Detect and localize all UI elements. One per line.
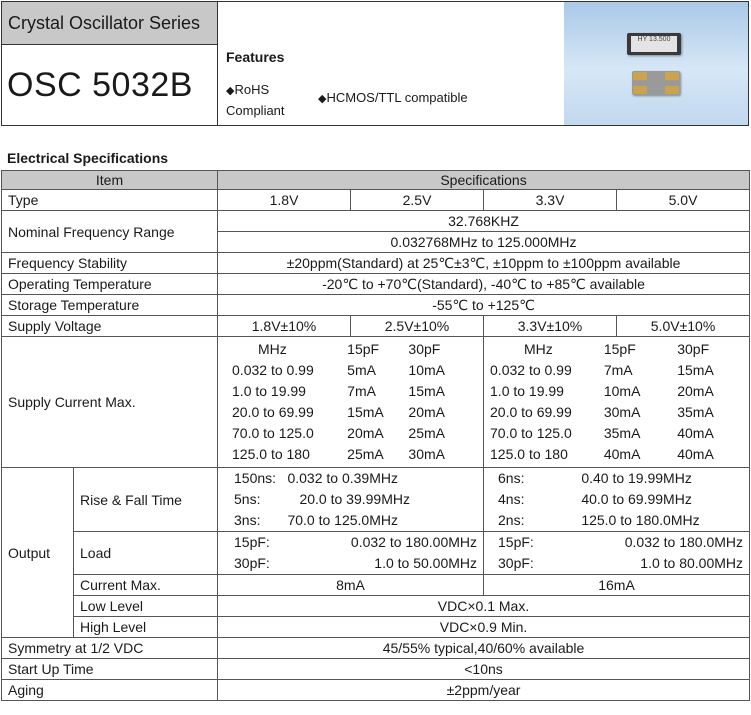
table-row — [2, 190, 750, 211]
current-cell: 30mA — [408, 446, 445, 462]
current-cell: 15mA — [677, 362, 714, 378]
high-level-value: VDC×0.9 Min. — [218, 617, 750, 638]
table-row — [498, 468, 743, 489]
current-cell: 70.0 to 125.0 — [232, 425, 314, 441]
rise-left — [218, 468, 484, 532]
table-row — [2, 295, 750, 316]
table-row — [2, 617, 750, 638]
current-cell: 0.032 to 0.99 — [232, 362, 314, 378]
supply-v-value: 2.5V±10% — [351, 316, 484, 337]
features-title: Features — [226, 49, 285, 65]
table-row — [234, 489, 477, 510]
rise-cell: 3ns: — [234, 512, 261, 528]
table-row — [498, 489, 743, 510]
table-row — [2, 659, 750, 680]
table-row — [232, 402, 477, 423]
load-cell: 1.0 to 50.00MHz — [374, 555, 478, 571]
current-cell: 15pF — [603, 341, 636, 357]
table-row — [232, 360, 477, 381]
current-cell: 20mA — [347, 425, 384, 441]
feature-hcmos — [318, 90, 468, 105]
table-row — [234, 553, 477, 574]
table-row — [232, 339, 477, 360]
load-cell: 1.0 to 80.00MHz — [640, 555, 744, 571]
table-row — [234, 532, 477, 553]
table-row — [498, 532, 743, 553]
current-cell: 15pF — [347, 341, 380, 357]
op-temp-value: -20℃ to +70℃(Standard), -40℃ to +85℃ available — [218, 274, 750, 295]
current-cell: MHz — [258, 341, 287, 357]
series-title: Crystal Oscillator Series — [2, 2, 218, 45]
load-cell: 0.032 to 180.0MHz — [624, 534, 744, 550]
table-row — [2, 211, 750, 232]
rise-cell: 40.0 to 69.99MHz — [581, 491, 692, 507]
current-cell: 20.0 to 69.99 — [232, 404, 314, 420]
table-row — [234, 510, 477, 531]
current-cell: 70.0 to 125.0 — [490, 425, 572, 441]
load-cell: 30pF: — [234, 555, 270, 571]
high-level-label: High Level — [74, 617, 218, 638]
table-row — [2, 468, 750, 532]
table-row — [2, 596, 750, 617]
rise-right — [484, 468, 750, 532]
table-row — [2, 274, 750, 295]
table-row — [2, 316, 750, 337]
low-level-value: VDC×0.1 Max. — [218, 596, 750, 617]
output-label: Output — [2, 468, 74, 638]
current-cell: 30pF — [677, 341, 710, 357]
rise-table-right — [498, 468, 743, 531]
current-max-left: 8mA — [218, 575, 484, 596]
model-name: OSC 5032B — [2, 45, 218, 125]
current-cell: 30pF — [408, 341, 441, 357]
table-row — [490, 444, 743, 465]
load-right — [484, 532, 750, 575]
current-cell: 20.0 to 69.99 — [490, 404, 572, 420]
table-row — [490, 339, 743, 360]
current-cell: 15mA — [347, 404, 384, 420]
symmetry-value: 45/55% typical,40/60% available — [218, 638, 750, 659]
supply-v-value: 5.0V±10% — [617, 316, 750, 337]
current-max-right: 16mA — [484, 575, 750, 596]
spec-table — [1, 170, 750, 701]
current-cell: 25mA — [408, 425, 445, 441]
nominal-value-1: 32.768KHZ — [218, 211, 750, 232]
type-label: Type — [2, 190, 218, 211]
header-block — [1, 1, 749, 126]
type-value: 1.8V — [218, 190, 351, 211]
storage-value: -55℃ to +125℃ — [218, 295, 750, 316]
rise-cell: 20.0 to 39.99MHz — [299, 491, 410, 507]
table-row — [2, 638, 750, 659]
current-cell: 1.0 to 19.99 — [490, 383, 564, 399]
current-cell: 25mA — [347, 446, 384, 462]
current-cell: 125.0 to 180 — [232, 446, 310, 462]
supply-i-label: Supply Current Max. — [2, 337, 218, 468]
current-cell: 20mA — [408, 404, 445, 420]
load-table-right — [498, 532, 743, 574]
feature-hcmos-label: HCMOS/TTL compatible — [326, 90, 468, 105]
feature-rohs — [226, 80, 306, 121]
current-cell: 40mA — [677, 425, 714, 441]
op-temp-label: Operating Temperature — [2, 274, 218, 295]
table-header-row — [2, 171, 750, 190]
current-cell: 7mA — [347, 383, 376, 399]
table-row — [2, 253, 750, 274]
current-cell: 15mA — [408, 383, 445, 399]
table-row — [2, 575, 750, 596]
table-row — [232, 381, 477, 402]
load-left — [218, 532, 484, 575]
startup-label: Start Up Time — [2, 659, 218, 680]
load-cell: 15pF: — [234, 534, 270, 550]
section-title: Electrical Specifications — [7, 150, 169, 166]
table-row — [234, 468, 477, 489]
stability-label: Frequency Stability — [2, 253, 218, 274]
rise-table-left — [234, 468, 477, 531]
current-cell: 10mA — [408, 362, 445, 378]
load-label: Load — [74, 532, 218, 575]
table-row — [498, 510, 743, 531]
table-row — [490, 402, 743, 423]
rise-cell: 2ns: — [498, 512, 525, 528]
type-value: 3.3V — [484, 190, 617, 211]
load-cell: 15pF: — [498, 534, 534, 550]
oscillator-bottom-image — [632, 71, 680, 95]
diamond-bullet-icon: ◆ — [226, 85, 235, 97]
rise-cell: 5ns: — [234, 491, 261, 507]
nominal-value-2: 0.032768MHz to 125.000MHz — [218, 232, 750, 253]
current-max-label: Current Max. — [74, 575, 218, 596]
current-cell: 7mA — [603, 362, 633, 378]
load-table-left — [234, 532, 477, 574]
current-cell: 30mA — [603, 404, 641, 420]
rise-cell: 0.40 to 19.99MHz — [581, 470, 692, 486]
header-spec: Specifications — [218, 171, 750, 190]
rise-cell: 0.032 to 0.39MHz — [287, 470, 398, 486]
stability-value: ±20ppm(Standard) at 25℃±3℃, ±10ppm to ±100ppm available — [218, 253, 750, 274]
diamond-bullet-icon: ◆ — [318, 93, 327, 105]
supply-v-value: 1.8V±10% — [218, 316, 351, 337]
supply-v-label: Supply Voltage — [2, 316, 218, 337]
rise-cell: 150ns: — [234, 470, 277, 486]
symmetry-label: Symmetry at 1/2 VDC — [2, 638, 218, 659]
current-cell: 40mA — [677, 446, 714, 462]
aging-value: ±2ppm/year — [218, 680, 750, 701]
current-cell: 1.0 to 19.99 — [232, 383, 306, 399]
feature-rohs-label: RoHS Compliant — [226, 82, 285, 118]
product-photo — [564, 2, 748, 125]
nominal-label: Nominal Frequency Range — [2, 211, 218, 253]
current-table-left — [232, 339, 477, 465]
oscillator-top-image — [627, 33, 681, 55]
current-cell: MHz — [524, 341, 553, 357]
aging-label: Aging — [2, 680, 218, 701]
table-row — [2, 337, 750, 468]
rise-cell: 6ns: — [498, 470, 525, 486]
current-cell: 5mA — [347, 362, 376, 378]
rise-label: Rise & Fall Time — [74, 468, 218, 532]
current-cell: 10mA — [603, 383, 641, 399]
header-item: Item — [2, 171, 218, 190]
supply-v-value: 3.3V±10% — [484, 316, 617, 337]
current-table-right — [490, 339, 743, 465]
table-row — [490, 381, 743, 402]
chip-marking: HY 13.500 — [631, 36, 677, 52]
current-cell: 40mA — [603, 446, 641, 462]
startup-value: <10ns — [218, 659, 750, 680]
storage-label: Storage Temperature — [2, 295, 218, 316]
table-row — [490, 423, 743, 444]
current-cell: 35mA — [603, 425, 641, 441]
rise-cell: 4ns: — [498, 491, 525, 507]
supply-i-left — [218, 337, 484, 468]
supply-i-right — [484, 337, 750, 468]
table-row — [232, 444, 477, 465]
table-row — [2, 680, 750, 701]
load-cell: 30pF: — [498, 555, 534, 571]
table-row — [490, 360, 743, 381]
low-level-label: Low Level — [74, 596, 218, 617]
features-panel — [218, 2, 564, 125]
table-row — [2, 532, 750, 575]
load-cell: 0.032 to 180.00MHz — [350, 534, 478, 550]
type-value: 5.0V — [617, 190, 750, 211]
type-value: 2.5V — [351, 190, 484, 211]
table-row — [232, 423, 477, 444]
rise-cell: 125.0 to 180.0MHz — [581, 512, 700, 528]
rise-cell: 70.0 to 125.0MHz — [287, 512, 398, 528]
current-cell: 35mA — [677, 404, 714, 420]
current-cell: 125.0 to 180 — [490, 446, 568, 462]
table-row — [498, 553, 743, 574]
current-cell: 20mA — [677, 383, 714, 399]
current-cell: 0.032 to 0.99 — [490, 362, 572, 378]
